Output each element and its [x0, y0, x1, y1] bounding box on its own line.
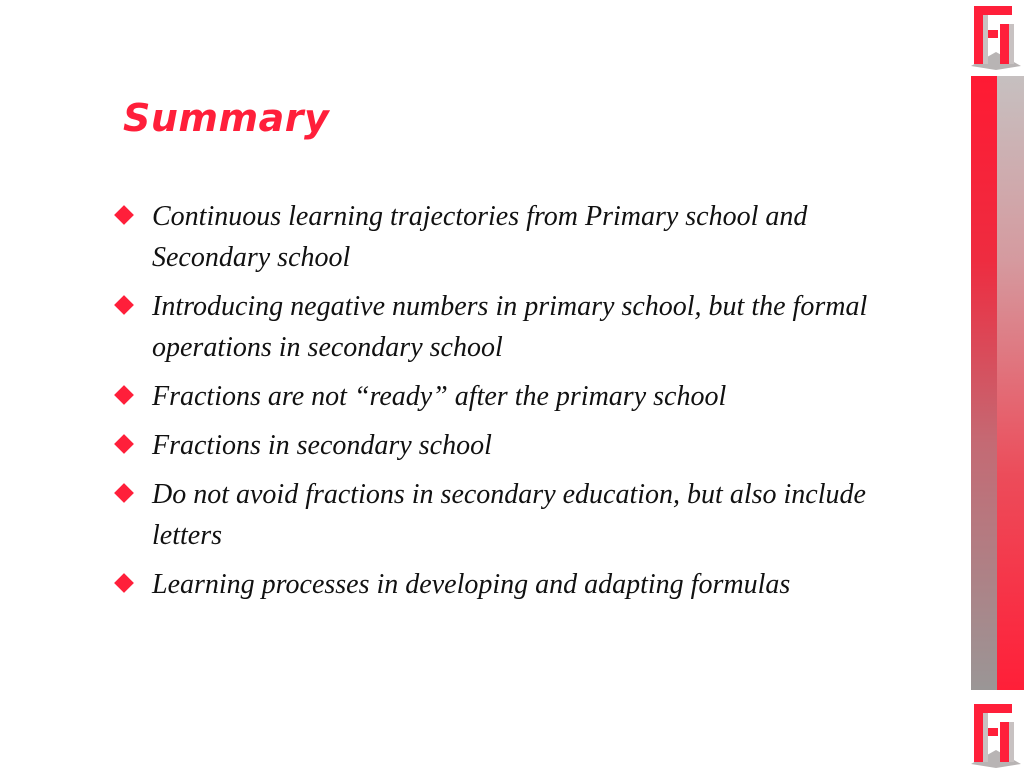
red-diamond-icon: [114, 295, 134, 315]
bullet-item: [112, 474, 912, 556]
bullet-text: Fractions are not “ready” after the primary school: [152, 381, 727, 412]
fi-logo-icon: [968, 2, 1024, 70]
slide-title: Summary: [123, 96, 330, 140]
side-bar-grey-stripe: [997, 76, 1024, 690]
side-decoration-bar: [971, 76, 1024, 690]
side-bar-red-stripe: [971, 76, 997, 690]
bullet-text: Learning processes in developing and adapting formulas: [152, 569, 791, 600]
bullet-item: [112, 286, 912, 368]
fi-logo-icon: [968, 700, 1024, 768]
bullet-text: Continuous learning trajectories from Primary school and Secondary school: [152, 201, 808, 273]
red-diamond-icon: [114, 385, 134, 405]
red-diamond-icon: [114, 573, 134, 593]
bullet-item: [112, 564, 912, 605]
bullet-item: [112, 425, 912, 466]
bullet-list: [112, 196, 912, 613]
red-diamond-icon: [114, 483, 134, 503]
bullet-item: [112, 376, 912, 417]
bullet-item: [112, 196, 912, 278]
red-diamond-icon: [114, 434, 134, 454]
bullet-text: Introducing negative numbers in primary school, but the formal operations in secondary school: [152, 291, 868, 363]
bullet-text: Do not avoid fractions in secondary education, but also include letters: [152, 479, 866, 551]
red-diamond-icon: [114, 205, 134, 225]
bullet-text: Fractions in secondary school: [152, 430, 492, 461]
